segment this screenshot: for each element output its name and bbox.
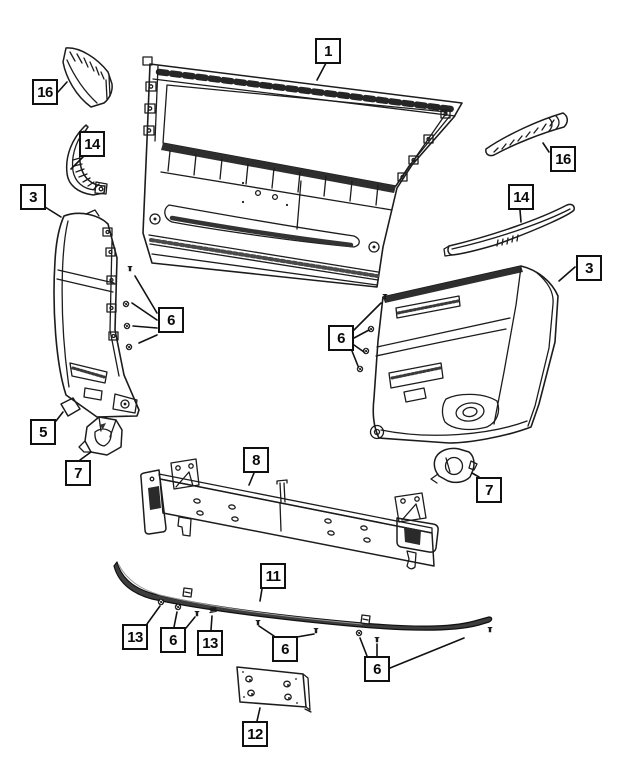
fastener-pin [374,637,380,642]
callout-6-c [364,656,390,682]
part-trim-strip-right-14 [444,204,574,256]
callout-label: 6 [373,660,381,678]
fastener-pin [313,628,319,633]
callout-13-a [122,624,148,650]
fastener-screw [158,599,163,604]
callout-label: 13 [127,628,143,646]
callout-label: 16 [37,83,53,101]
fastener-pin [487,627,493,632]
callout-8 [243,447,269,473]
callout-label: 7 [74,464,82,482]
callout-label: 12 [247,725,263,743]
callout-label: 3 [585,259,593,277]
callout-label: 6 [337,329,345,347]
part-corner-cap-left-16 [63,48,112,107]
fastener-pin [194,611,200,616]
callout-14-right [508,184,534,210]
callout-11 [260,563,286,589]
callout-6-a [160,627,186,653]
part-plug-5 [61,398,80,416]
callout-label: 14 [84,135,100,153]
callout-3-left [20,184,46,210]
callout-13-b [197,630,223,656]
callout-label: 7 [485,481,493,499]
callout-label: 3 [29,188,37,206]
callout-label: 14 [513,188,529,206]
callout-12 [242,721,268,747]
part-end-cap-left-3 [54,210,139,417]
callout-label: 8 [252,451,260,469]
callout-3-right [576,255,602,281]
part-lower-molding-11 [114,562,492,630]
part-license-bracket-12 [237,667,311,712]
fastener-screw [123,301,128,306]
fastener-screw [368,326,373,331]
fastener-screw [126,344,131,349]
callout-label: 6 [169,631,177,649]
callout-7-right [476,477,502,503]
fastener-screw [124,323,129,328]
callout-14-left [79,131,105,157]
fastener-pin [127,266,133,271]
callout-label: 13 [202,634,218,652]
callout-1 [315,38,341,64]
fastener-screw [175,604,180,609]
callout-6-left [158,307,184,333]
part-reinforcement-beam-8 [141,459,438,569]
fastener-screw [357,366,362,371]
callout-label: 6 [281,640,289,658]
callout-6-right [328,325,354,351]
callout-6-b [272,636,298,662]
callout-16-right [550,146,576,172]
callout-16-left [32,79,58,105]
callout-label: 6 [167,311,175,329]
fastener-screw [363,348,368,353]
part-fog-bracket-left-7 [79,417,122,455]
part-fog-bracket-right-7 [431,448,477,483]
callout-5 [30,419,56,445]
fastener-pin [255,620,261,625]
callout-label: 11 [265,567,281,585]
callout-7-left [65,460,91,486]
part-bumper-fascia-1 [143,57,462,287]
fastener-clip [210,607,217,613]
callout-label: 16 [555,150,571,168]
callout-label: 1 [324,42,332,60]
part-end-cap-right-3 [371,266,559,443]
fastener-screw [356,630,361,635]
callout-label: 5 [39,423,47,441]
